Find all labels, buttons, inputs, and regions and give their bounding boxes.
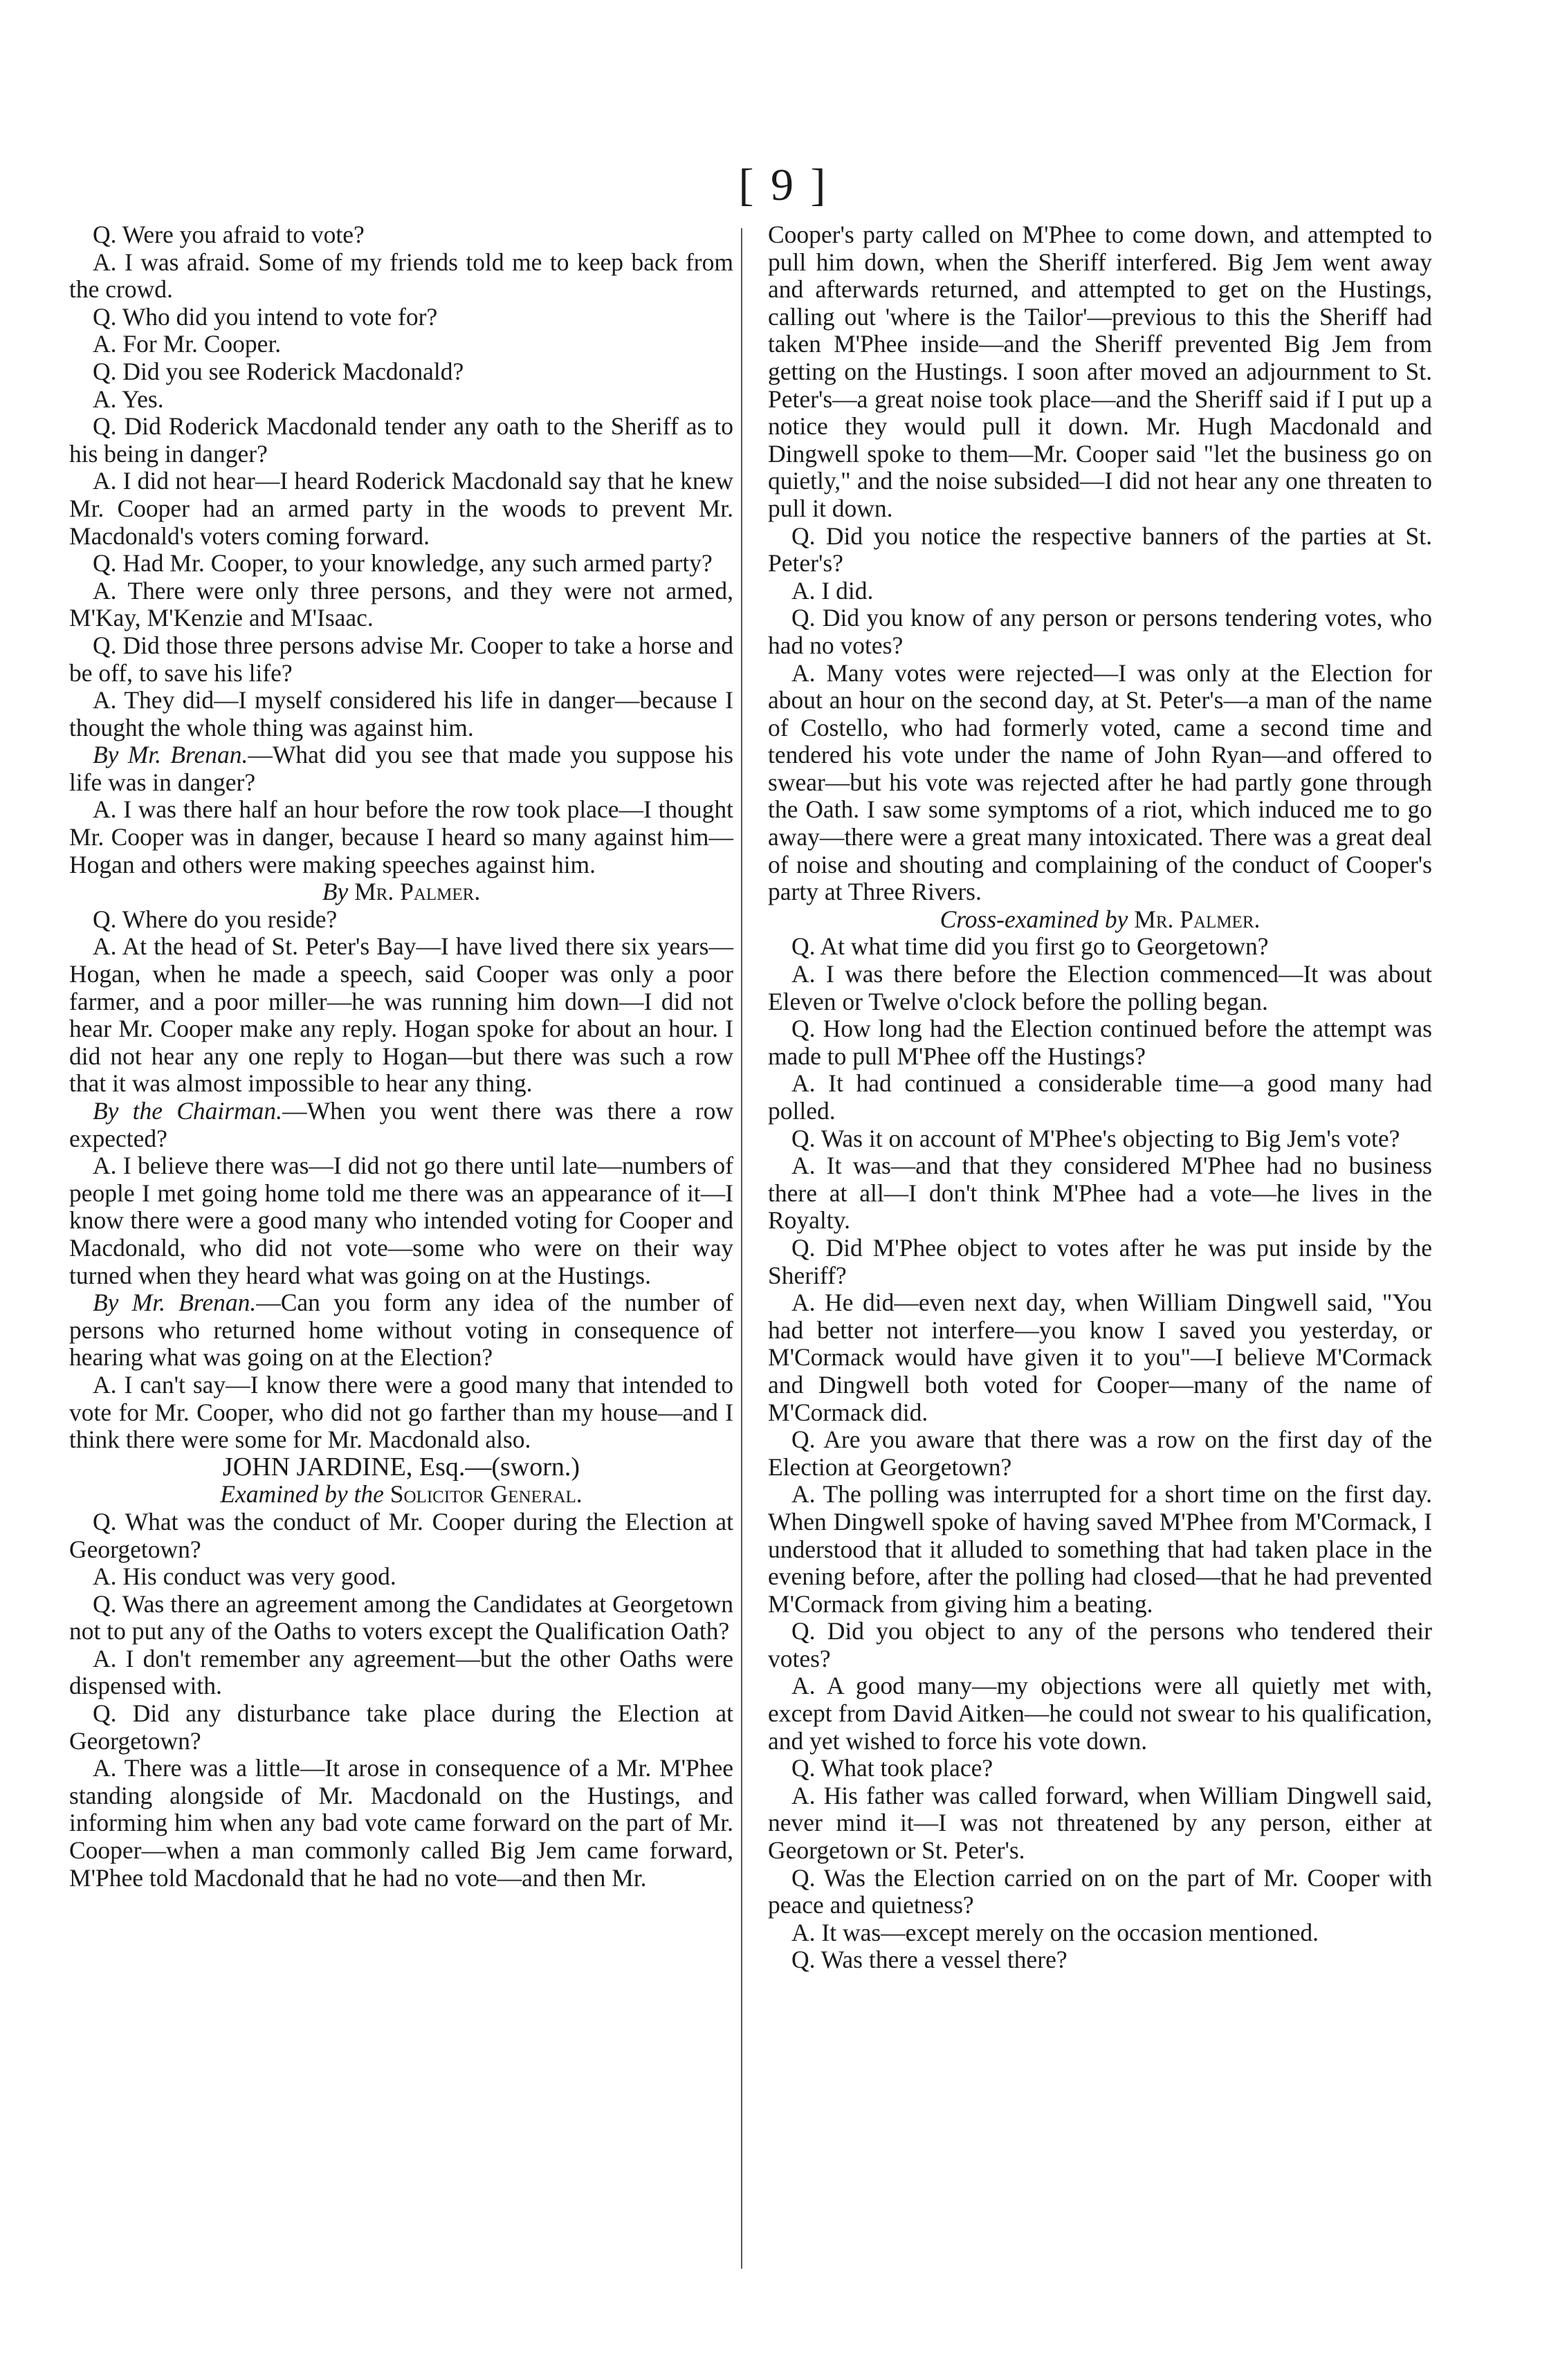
left-column [69,221,733,1892]
testimony-paragraph: Q. At what time did you first go to Georgetown? [791,932,1269,961]
heading-italic: Examined by the [220,1480,384,1509]
testimony-paragraph: A. His conduct was very good. [93,1562,396,1591]
testimony-paragraph: Q. Was the Election carried on on the part of Mr. Cooper with peace and quietness? [768,1863,1432,1919]
testimony-paragraph: Cooper's party called on M'Phee to come down, and attempted to pull him down, when the Sheriff interfered. Big Jem went away and afterwards returned, and attempted to get on the Hustings, calling out 'where is the Tailor'—previous to this the Sheriff had taken M'Phee inside—and the Sheriff prevented Big Jem from getting on the Hustings. I soon after moved an adjournment to St. Peter's—a great noise took place—and the Sheriff said if I put up a notice they would pull it down. Mr. Hugh Macdonald and Dingwell spoke to them—Mr. Cooper said "let the business go on quietly," and the noise subsided—I did not hear any one threaten to pull it down. [768,221,1432,522]
testimony-paragraph: Q. Did Roderick Macdonald tender any oath to the Sheriff as to his being in danger? [69,412,733,468]
testimony-paragraph: A. I can't say—I know there were a good many that intended to vote for Mr. Cooper, who did not go farther than my house—and I think there were some for Mr. Macdonald also. [69,1370,733,1454]
testimony-paragraph: Q. Where do you reside? [93,905,338,933]
heading-examiner: Mr. Palmer. [354,878,481,906]
testimony-paragraph: Q. What took place? [791,1754,993,1782]
testimony-paragraph: A. It had continued a considerable time—a good many had polled. [768,1069,1432,1125]
testimony-paragraph: Q. What was the conduct of Mr. Cooper during the Election at Georgetown? [69,1507,733,1563]
testimony-paragraph: A. The polling was interrupted for a short time on the first day. When Dingwell spoke of having saved M'Phee from M'Cormack, I understood that it alluded to something that had taken place in the evening before, after the polling had closed—that he had prevented M'Cormack from giving him a beating. [768,1480,1432,1618]
testimony-paragraph [69,741,733,796]
paragraph-text: —What did you see that made you suppose his life was in danger? [69,741,733,796]
heading-examiner: Solicitor General. [390,1480,583,1509]
testimony-paragraph: Q. Did you see Roderick Macdonald? [93,357,464,385]
testimony-paragraph: A. At the head of St. Peter's Bay—I have lived there six years—Hogan, when he made a speech, said Cooper was only a poor farmer, and a poor miller—he was running him down—I did not hear Mr. Cooper make any reply. Hogan spoke for about an hour. I did not hear any one reply to Hogan—but there was such a row that it was almost impossible to hear any thing. [69,932,733,1098]
testimony-paragraph: A. There were only three persons, and they were not armed, M'Kay, M'Kenzie and M'Isaac. [69,576,733,632]
paragraph-text: —Can you form any idea of the number of persons who returned home without voting in consequence of hearing what was going on at the Election? [69,1289,733,1372]
paragraph-text: —When you went there was there a row expected? [69,1097,733,1152]
column-divider [741,228,742,2269]
testimony-paragraph: Q. Did you object to any of the persons who tendered their votes? [768,1617,1432,1672]
testimony-paragraph [69,1098,733,1152]
testimony-paragraph: Q. How long had the Election continued before the attempt was made to pull M'Phee off the Hustings? [768,1015,1432,1070]
right-column [768,221,1432,1974]
testimony-paragraph: A. A good many—my objections were all quietly met with, except from David Aitken—he could not swear to his qualification, and yet wished to force his vote down. [768,1672,1432,1755]
testimony-paragraph: Q. Did you notice the respective banners of the parties at St. Peter's? [768,522,1432,578]
testimony-paragraph: A. Yes. [93,385,164,413]
testimony-paragraph: A. It was—except merely on the occasion mentioned. [791,1918,1319,1946]
testimony-paragraph: A. Many votes were rejected—I was only at the Election for about an hour on the second day, at St. Peter's—a man of the name of Costello, who had formerly voted, came a second time and tendered his vote under the name of John Ryan—and offered to swear—but his vote was rejected after he had partly gone through the Oath. I saw some symptoms of a riot, which induced me to go away—there were a great many intoxicated. There was a great deal of noise and shouting and complaining of the conduct of Cooper's party at Three Rivers. [768,658,1432,906]
examiner-lead: By the Chairman. [93,1097,283,1125]
testimony-paragraph: A. I was there before the Election commenced—It was about Eleven or Twelve o'clock before the polling began. [768,960,1432,1015]
testimony-paragraph: Q. Were you afraid to vote? [93,221,365,248]
testimony-paragraph: Q. Had Mr. Cooper, to your knowledge, any such armed party? [93,549,713,578]
examination-heading [768,906,1432,934]
testimony-paragraph: Q. Was there a vessel there? [791,1946,1067,1974]
examiner-lead: By Mr. Brenan. [93,1289,257,1317]
heading-examiner: Mr. Palmer. [1134,905,1261,933]
examination-heading [69,878,733,906]
heading-italic: By [322,878,349,906]
testimony-paragraph: Q. Did you know of any person or persons tendering votes, who had no votes? [768,604,1432,659]
testimony-paragraph: A. I was there half an hour before the row took place—I thought Mr. Cooper was in danger, because I heard so many against him—Hogan and others were making speeches against him. [69,795,733,878]
testimony-paragraph: Q. Did those three persons advise Mr. Cooper to take a horse and be off, to save his life? [69,631,733,687]
testimony-paragraph: A. His father was called forward, when William Dingwell said, never mind it—I was not threatened by any person, either at Georgetown or St. Peter's. [768,1781,1432,1865]
testimony-paragraph: Q. Was it on account of M'Phee's objecting to Big Jem's vote? [791,1124,1400,1152]
testimony-paragraph: A. They did—I myself considered his life in danger—because I thought the whole thing was against him. [69,686,733,741]
testimony-paragraph: A. It was—and that they considered M'Phee had no business there at all—I don't think M'Phee had a vote—he lives in the Royalty. [768,1152,1432,1235]
examination-heading [69,1481,733,1509]
examiner-lead: By Mr. Brenan. [93,741,248,769]
testimony-paragraph: A. He did—even next day, when William Dingwell said, "You had better not interfere—you know I saved you yesterday, or M'Cormack would have given it to you"—I believe M'Cormack and Dingwell both voted for Cooper—many of the name of M'Cormack did. [768,1289,1432,1426]
heading-italic: Cross-examined by [940,905,1128,933]
testimony-paragraph: A. I did not hear—I heard Roderick Macdonald say that he knew Mr. Cooper had an armed party in the woods to prevent Mr. Macdonald's voters coming forward. [69,467,733,550]
page-number: [ 9 ] [738,160,829,210]
witness-name: JOHN JARDINE, Esq.—(sworn.) [222,1452,580,1482]
testimony-paragraph: Q. Was there an agreement among the Candidates at Georgetown not to put any of the Oaths to voters except the Qualification Oath? [69,1589,733,1645]
testimony-paragraph: A. I believe there was—I did not go there until late—numbers of people I met going home told me there was an appearance of it—I know there were a good many who intended voting for Cooper and Macdonald, who did not vote—some who were on their way turned when they heard what was going on at the Hustings. [69,1152,733,1289]
testimony-paragraph: A. I don't remember any agreement—but the other Oaths were dispensed with. [69,1644,733,1700]
testimony-paragraph: A. I was afraid. Some of my friends told me to keep back from the crowd. [69,248,733,304]
testimony-paragraph: A. For Mr. Cooper. [93,330,282,358]
testimony-paragraph: Q. Did M'Phee object to votes after he was put inside by the Sheriff? [768,1233,1432,1289]
testimony-paragraph: Q. Did any disturbance take place during the Election at Georgetown? [69,1699,733,1755]
testimony-paragraph: Q. Are you aware that there was a row on the first day of the Election at Georgetown? [768,1426,1432,1481]
testimony-paragraph: Q. Who did you intend to vote for? [93,302,438,331]
testimony-paragraph: A. There was a little—It arose in consequence of a Mr. M'Phee standing alongside of Mr. Macdonald on the Hustings, and informing him when any bad vote came forward on the part of Mr. Cooper—when a man commonly called Big Jem came forward, M'Phee told Macdonald that he had no vote—and then Mr. [69,1754,733,1892]
testimony-paragraph: A. I did. [791,576,874,605]
testimony-paragraph [69,1289,733,1372]
